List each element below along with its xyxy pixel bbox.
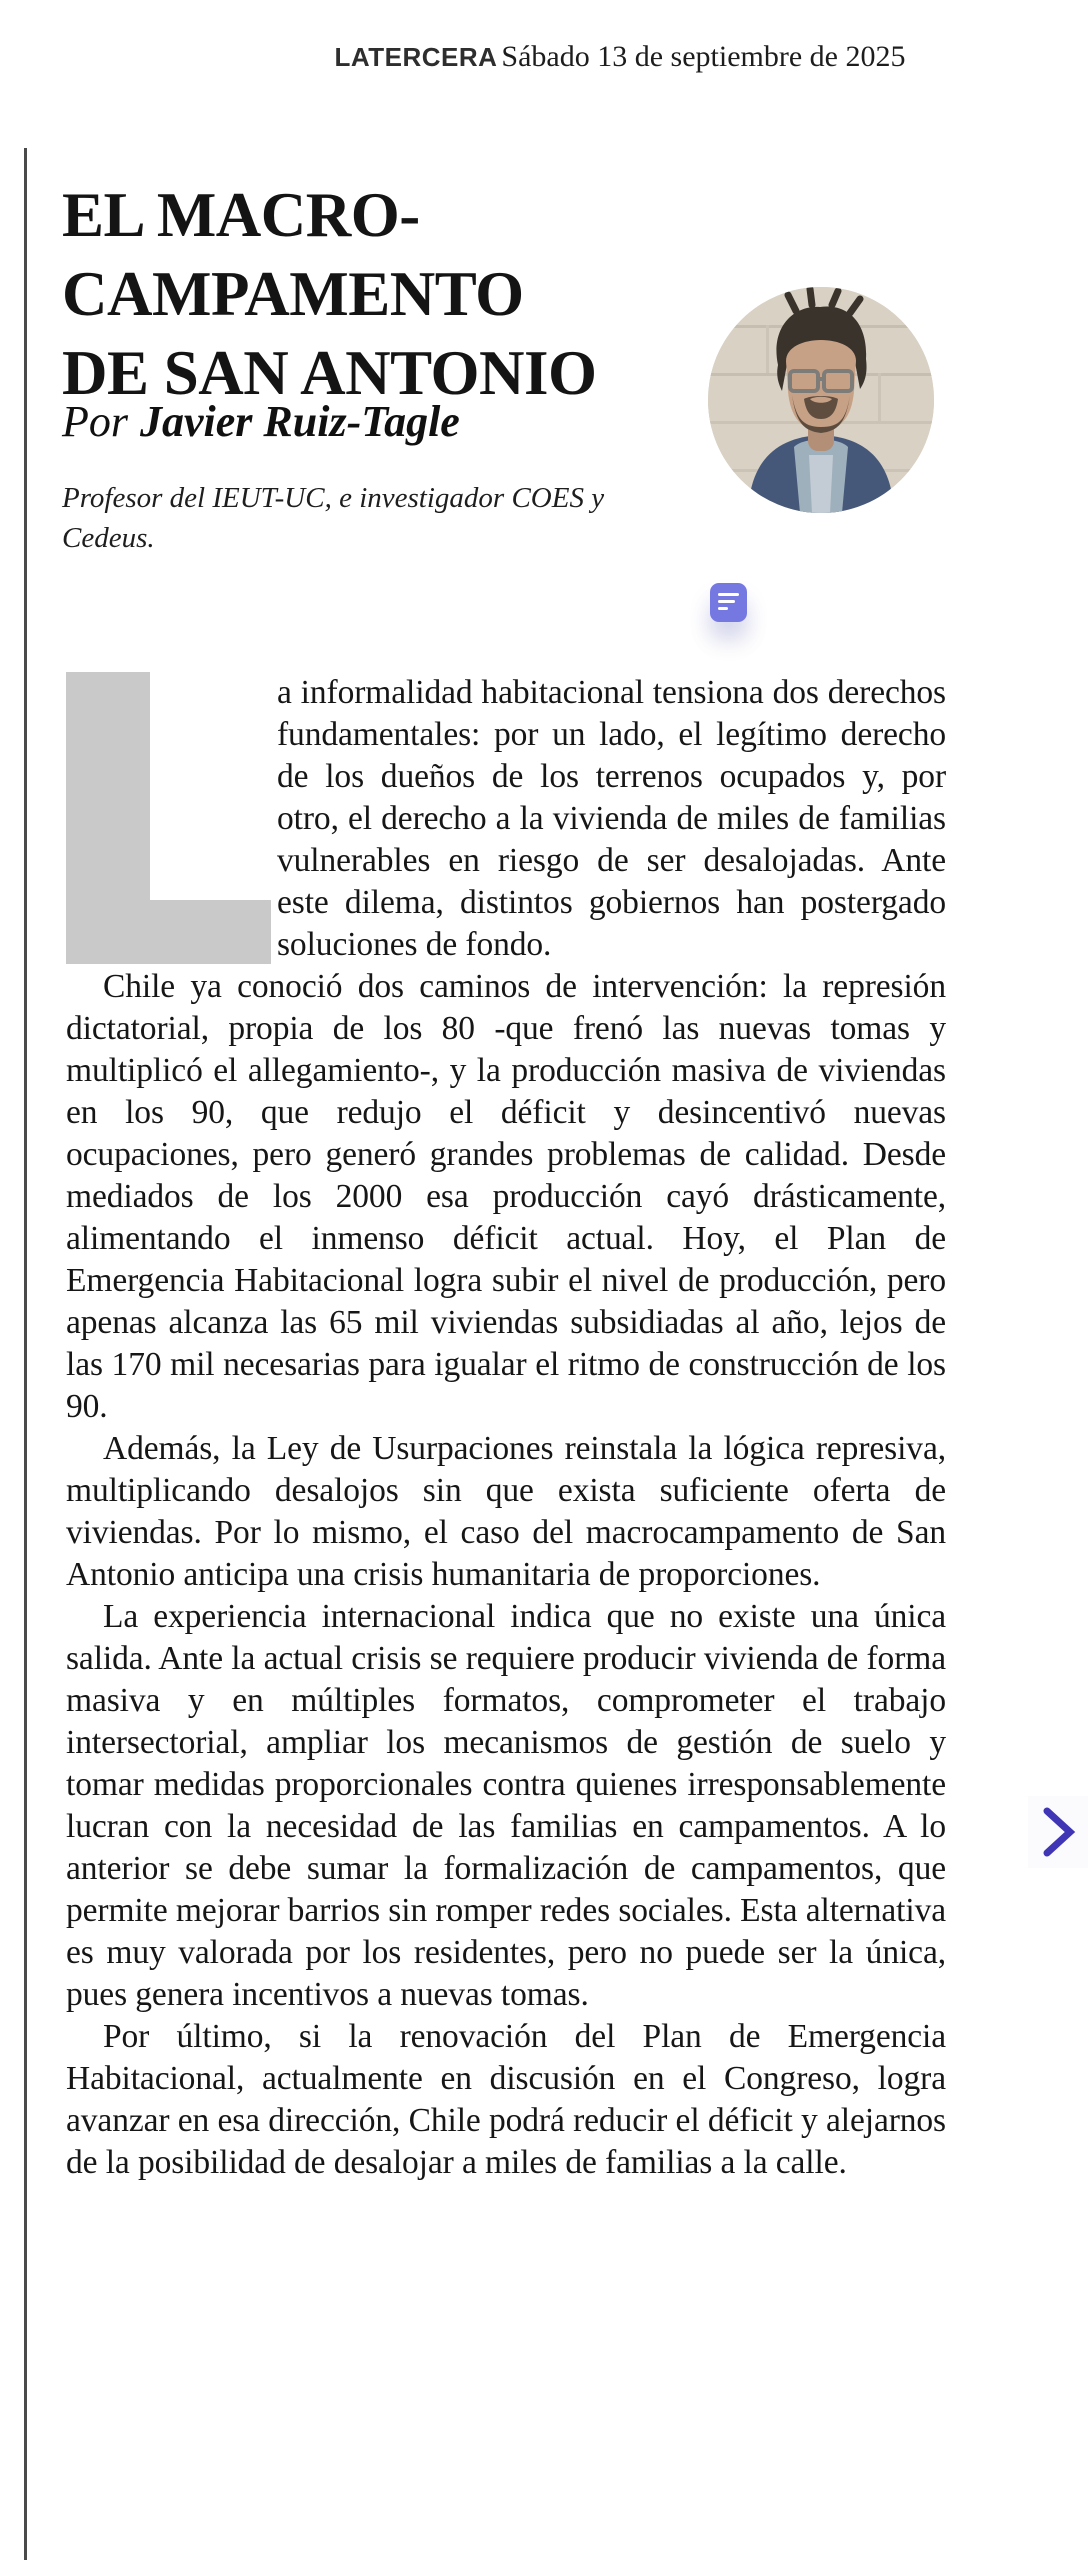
author-name: Javier Ruiz-Tagle xyxy=(140,397,460,446)
note-icon-line xyxy=(718,600,735,603)
author-photo-illustration xyxy=(708,287,934,513)
note-icon[interactable] xyxy=(710,583,747,622)
byline-prefix: Por xyxy=(62,397,128,446)
author-affiliation: Profesor del IEUT-UC, e investigador COES y Cedeus. xyxy=(62,482,605,554)
page-title xyxy=(62,176,702,413)
note-icon-line xyxy=(718,607,728,610)
title-line-1: EL MACRO- xyxy=(62,180,420,251)
newspaper-header xyxy=(76,40,1088,74)
note-icon-line xyxy=(718,593,739,596)
title-line-3: DE SAN ANTONIO xyxy=(62,338,597,409)
byline xyxy=(62,396,460,447)
article-body xyxy=(66,672,946,2184)
edition-date: Sábado 13 de septiembre de 2025 xyxy=(501,40,906,73)
newspaper-brand: LATERCERA xyxy=(334,42,498,72)
paragraph: La experiencia internacional indica que no existe una única salida. Ante la actual crisis se requiere producir vivienda de forma masiva y en múltiples formatos, comprometer el trabajo intersectorial, ampliar los mecanismos de gestión de suelo y tomar medidas proporcionales contra quienes irresponsablemente lucran con la necesidad de las familias en campamentos. A lo anterior se debe sumar la formalización de campamentos, que permite mejorar barrios sin romper redes sociales. Esta alternativa es muy valorada por los residentes, pero no puede ser la única, pues genera incentivos a nuevas tomas. xyxy=(66,1598,946,2013)
paragraph: Además, la Ley de Usurpaciones reinstala la lógica represiva, multiplicando desalojos sin que exista suficiente oferta de viviendas. Por lo mismo, el caso del macrocampamento de San Antonio anticipa una crisis humanitaria de proporciones. xyxy=(66,1430,946,1593)
lead-paragraph xyxy=(66,672,946,966)
paragraph: Chile ya conoció dos caminos de intervención: la represión dictatorial, propia de los 80 -que frenó las nuevas tomas y multiplicó el allegamiento-, y la producción masiva de viviendas en los 90, que redujo el déficit y desincentivó nuevas ocupaciones, pero generó grandes problemas de calidad. Desde mediados de los 2000 esa producción cayó drásticamente, alimentando el inmenso déficit actual. Hoy, el Plan de Emergencia Habitacional logra subir el nivel de producción, pero apenas alcanza las 65 mil viviendas subsidiadas al año, lejos de las 170 mil necesarias para igualar el ritmo de construcción de los 90. xyxy=(66,968,946,1425)
lead-paragraph-text: a informalidad habitacional tensiona dos derechos fundamentales: por un lado, el legítimo derecho de los dueños de los terrenos ocupados y, por otro, el derecho a la vivienda de miles de familias vulnerables en riesgo de ser desalojadas. Ante este dilema, distintos gobiernos han postergado soluciones de fondo. xyxy=(277,674,946,963)
paragraph: Por último, si la renovación del Plan de Emergencia Habitacional, actualmente en discusión en el Congreso, logra avanzar en esa dirección, Chile podrá reducir el déficit y alejarnos de la posibilidad de desalojar a miles de familias a la calle. xyxy=(66,2018,946,2181)
title-line-2: CAMPAMENTO xyxy=(62,259,524,330)
chevron-right-icon xyxy=(1040,1804,1076,1860)
next-page-button[interactable] xyxy=(1028,1796,1088,1868)
drop-cap xyxy=(66,672,277,966)
author-avatar xyxy=(708,287,934,513)
column-rule xyxy=(24,148,27,2560)
